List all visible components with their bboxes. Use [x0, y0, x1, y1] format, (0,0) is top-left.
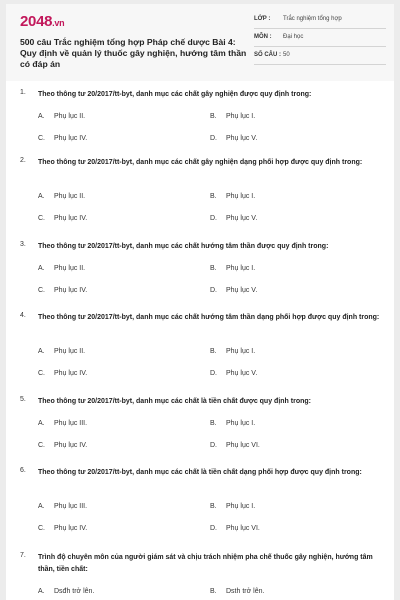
option-text: Phụ lục II.	[54, 348, 86, 355]
option-letter: B.	[210, 265, 217, 272]
option-d[interactable]	[210, 525, 260, 532]
question-number: 7.	[20, 552, 26, 559]
option-text: Dsth trở lên.	[226, 588, 265, 595]
logo-suffix: .vn	[52, 18, 65, 28]
meta-label: SỐ CÂU :	[254, 52, 281, 58]
option-text: Phụ lục IV.	[54, 215, 88, 222]
option-text: Phụ lục IV.	[54, 442, 88, 449]
meta-value: Trắc nghiệm tổng hợp	[283, 16, 342, 22]
option-text: Phụ lục VI.	[226, 442, 260, 449]
option-letter: A.	[38, 193, 45, 200]
option-letter: D.	[210, 135, 217, 142]
option-text: Phụ lục II.	[54, 113, 86, 120]
option-letter: B.	[210, 420, 217, 427]
option-letter: B.	[210, 193, 217, 200]
question-number: 2.	[20, 157, 26, 164]
option-letter: D.	[210, 287, 217, 294]
question-7	[20, 552, 386, 600]
option-letter: A.	[38, 420, 45, 427]
question-text: Theo thông tư 20/2017/tt-byt, danh mục các chất gây nghiện được quy định trong:	[38, 91, 312, 98]
option-text: Phụ lục III.	[54, 503, 88, 510]
option-text: Phụ lục V.	[226, 135, 258, 142]
question-number: 5.	[20, 396, 26, 403]
question-text: Theo thông tư 20/2017/tt-byt, danh mục các chất hướng tâm thần dạng phối hợp được quy định trong:	[38, 314, 380, 321]
option-b[interactable]	[210, 113, 255, 120]
option-d[interactable]	[210, 215, 257, 222]
option-text: Phụ lục IV.	[54, 525, 88, 532]
question-number: 1.	[20, 89, 26, 96]
option-b[interactable]	[210, 193, 255, 200]
document-page	[6, 4, 394, 600]
question-2	[20, 157, 386, 227]
meta-label: MÔN :	[254, 34, 272, 40]
option-d[interactable]	[210, 135, 257, 142]
document-header	[6, 4, 394, 81]
question-text: Theo thông tư 20/2017/tt-byt, danh mục các chất là tiền chất dạng phối hợp được quy định trong:	[38, 469, 362, 476]
question-text: Theo thông tư 20/2017/tt-byt, danh mục các chất là tiền chất được quy định trong:	[38, 398, 311, 405]
option-letter: A.	[38, 113, 45, 120]
option-a[interactable]	[38, 113, 85, 120]
option-a[interactable]	[38, 420, 87, 427]
option-a[interactable]	[38, 348, 85, 355]
option-text: Phụ lục V.	[226, 215, 258, 222]
option-letter: D.	[210, 442, 217, 449]
question-text: Theo thông tư 20/2017/tt-byt, danh mục các chất hướng tâm thần được quy định trong:	[38, 243, 329, 250]
option-letter: C.	[38, 135, 45, 142]
option-letter: C.	[38, 525, 45, 532]
option-letter: B.	[210, 113, 217, 120]
option-letter: C.	[38, 287, 45, 294]
option-a[interactable]	[38, 588, 94, 595]
option-c[interactable]	[38, 442, 87, 449]
question-3	[20, 241, 386, 301]
option-text: Dsđh trở lên.	[54, 588, 95, 595]
option-a[interactable]	[38, 265, 85, 272]
option-text: Phụ lục III.	[54, 420, 88, 427]
option-a[interactable]	[38, 193, 85, 200]
meta-row-count	[254, 49, 386, 65]
option-text: Phụ lục I.	[226, 265, 256, 272]
option-c[interactable]	[38, 525, 87, 532]
option-letter: B.	[210, 503, 217, 510]
option-text: Phụ lục II.	[54, 265, 86, 272]
option-b[interactable]	[210, 503, 255, 510]
option-text: Phụ lục I.	[226, 113, 256, 120]
question-number: 6.	[20, 467, 26, 474]
option-text: Phụ lục I.	[226, 193, 256, 200]
meta-row-class	[254, 13, 386, 29]
question-5	[20, 396, 386, 456]
option-text: Phụ lục IV.	[54, 287, 88, 294]
option-text: Phụ lục I.	[226, 503, 256, 510]
option-letter: A.	[38, 503, 45, 510]
option-letter: C.	[38, 442, 45, 449]
option-text: Phụ lục I.	[226, 348, 256, 355]
option-letter: C.	[38, 370, 45, 377]
question-text: Theo thông tư 20/2017/tt-byt, danh mục các chất gây nghiện dạng phối hợp được quy định trong:	[38, 159, 363, 166]
meta-value: Đại học	[283, 34, 304, 40]
option-text: Phụ lục V.	[226, 370, 258, 377]
option-c[interactable]	[38, 370, 87, 377]
option-c[interactable]	[38, 135, 87, 142]
question-4	[20, 312, 386, 382]
option-text: Phụ lục IV.	[54, 370, 88, 377]
option-letter: C.	[38, 215, 45, 222]
option-text: Phụ lục IV.	[54, 135, 88, 142]
option-b[interactable]	[210, 348, 255, 355]
option-text: Phụ lục II.	[54, 193, 86, 200]
option-letter: A.	[38, 265, 45, 272]
logo-main: 2048	[20, 13, 53, 30]
question-number: 3.	[20, 241, 26, 248]
question-text: Trình độ chuyên môn của người giám sát và chịu trách nhiệm pha chế thuốc gây nghiện, hướng tâm thần, tiền chất:	[38, 554, 373, 573]
document-title: 500 câu Trắc nghiệm tổng hợp Pháp chế dược Bài 4: Quy định về quản lý thuốc gây nghiện, hướng tâm thần có đáp án	[20, 37, 247, 69]
option-d[interactable]	[210, 442, 260, 449]
option-d[interactable]	[210, 370, 257, 377]
option-letter: D.	[210, 525, 217, 532]
option-letter: B.	[210, 588, 217, 595]
question-6	[20, 467, 386, 537]
option-letter: D.	[210, 215, 217, 222]
option-b[interactable]	[210, 420, 255, 427]
option-letter: A.	[38, 348, 45, 355]
option-a[interactable]	[38, 503, 87, 510]
option-b[interactable]	[210, 265, 255, 272]
option-b[interactable]	[210, 588, 264, 595]
option-text: Phụ lục VI.	[226, 525, 260, 532]
option-letter: B.	[210, 348, 217, 355]
option-letter: A.	[38, 588, 45, 595]
site-logo[interactable]	[20, 13, 64, 30]
option-d[interactable]	[210, 287, 257, 294]
meta-label: LỚP :	[254, 16, 271, 22]
option-letter: D.	[210, 370, 217, 377]
option-c[interactable]	[38, 215, 87, 222]
question-1	[20, 89, 386, 149]
question-number: 4.	[20, 312, 26, 319]
option-text: Phụ lục I.	[226, 420, 256, 427]
option-c[interactable]	[38, 287, 87, 294]
meta-row-subject	[254, 31, 386, 47]
option-text: Phụ lục V.	[226, 287, 258, 294]
meta-value: 50	[283, 52, 290, 58]
